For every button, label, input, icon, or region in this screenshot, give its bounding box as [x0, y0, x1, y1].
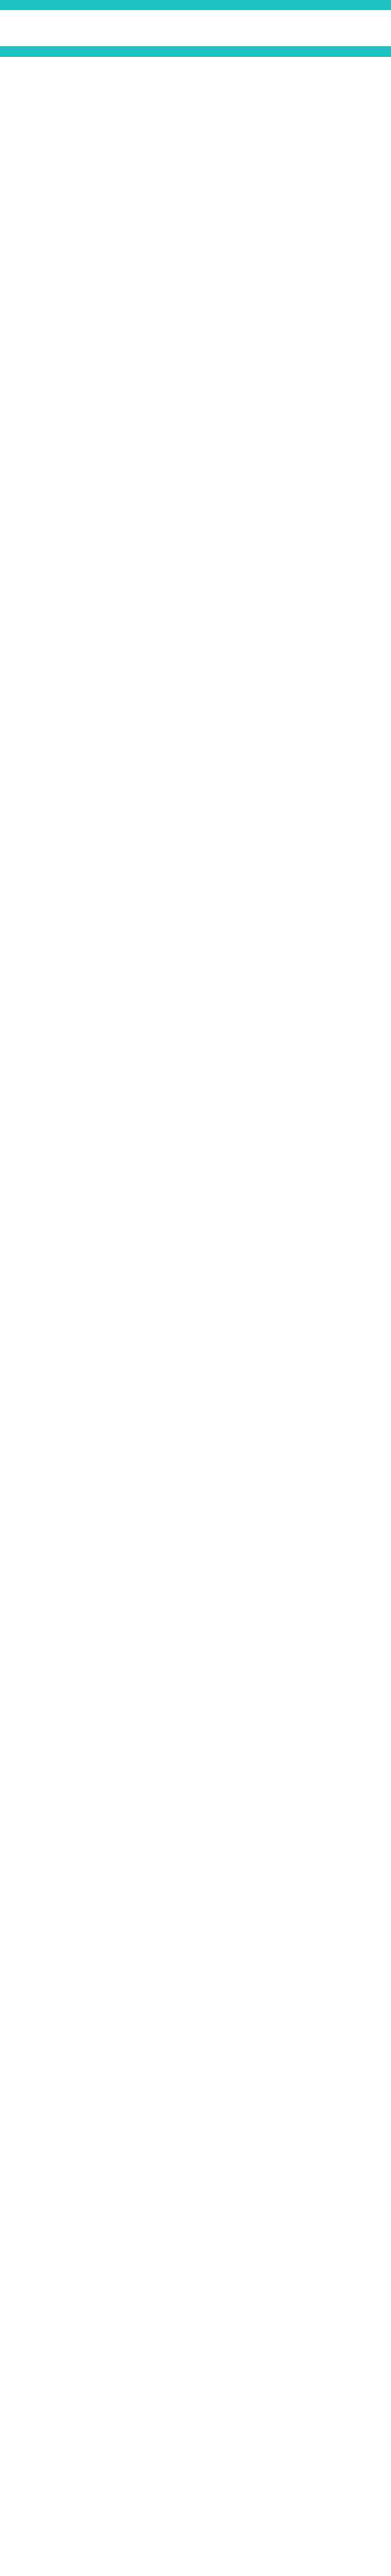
- advantages-banner: [0, 0, 391, 10]
- trip-banner: [0, 46, 391, 57]
- trip-content: [0, 57, 391, 93]
